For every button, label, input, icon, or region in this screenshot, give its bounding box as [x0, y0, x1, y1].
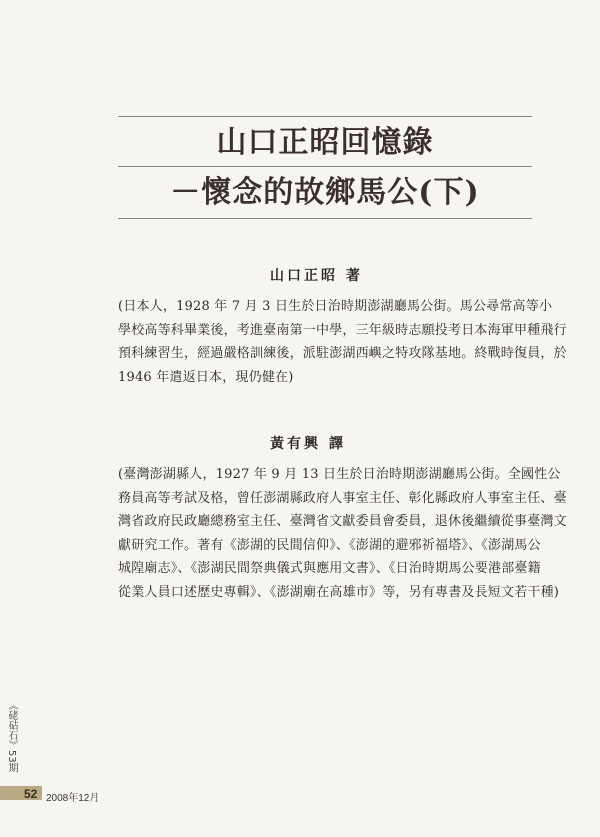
translator-bio-line: 獻研究工作。著有《澎湖的民間信仰》、《澎湖的避邪祈福塔》、《澎湖馬公 [118, 537, 541, 553]
translator-bio-line: 從業人員口述歷史專輯》、《澎湖廟在高雄市》等，另有專書及長短文若干種) [118, 584, 560, 600]
author-bio-line: (日本人，1928 年 7 月 3 日生於日治時期澎湖廳馬公街。馬公尋常高等小 [118, 299, 553, 314]
translator-bio-line: (臺灣澎湖縣人，1927 年 9 月 13 日生於日治時期澎湖廳馬公街。全國性公 [118, 467, 561, 482]
title-bottom-rule [118, 218, 532, 219]
translator-byline: 黃有興 譯 [270, 436, 346, 452]
article-title: 山口正昭回憶錄 [216, 125, 434, 160]
author-byline: 山口正昭 著 [270, 268, 363, 284]
page-number: 52 [24, 787, 38, 801]
title-middle-rule [118, 166, 532, 167]
translator-bio-line: 務員高等考試及格，曾任澎湖縣政府人事室主任、彰化縣政府人事室主任、臺 [118, 490, 567, 506]
translator-bio-line: 灣省政府民政廳總務室主任、臺灣省文獻委員會委員，退休後繼續從事臺灣文 [118, 514, 567, 529]
translator-bio-line: 城隍廟志》、《澎湖民間祭典儀式與應用文書》、《日治時期馬公要港部臺籍 [118, 561, 541, 576]
journal-side-label [6, 700, 28, 775]
journal-name: 《硓𥑮石》53期 [6, 700, 17, 773]
author-bio-line: 1946 年遣返日本，現仍健在) [118, 369, 294, 385]
author-bio-line: 學校高等科畢業後，考進臺南第一中學，三年級時志願投考日本海軍甲種飛行 [118, 322, 567, 338]
article-subtitle: －懷念的故鄉馬公(下) [170, 175, 480, 210]
author-bio [118, 295, 567, 389]
translator-bio [118, 463, 567, 604]
title-top-rule [118, 116, 532, 117]
issue-date: 2008年12月 [46, 793, 100, 804]
author-bio-line: 預科練習生，經過嚴格訓練後，派駐澎湖西嶼之特攻隊基地。終戰時復員，於 [118, 346, 567, 361]
